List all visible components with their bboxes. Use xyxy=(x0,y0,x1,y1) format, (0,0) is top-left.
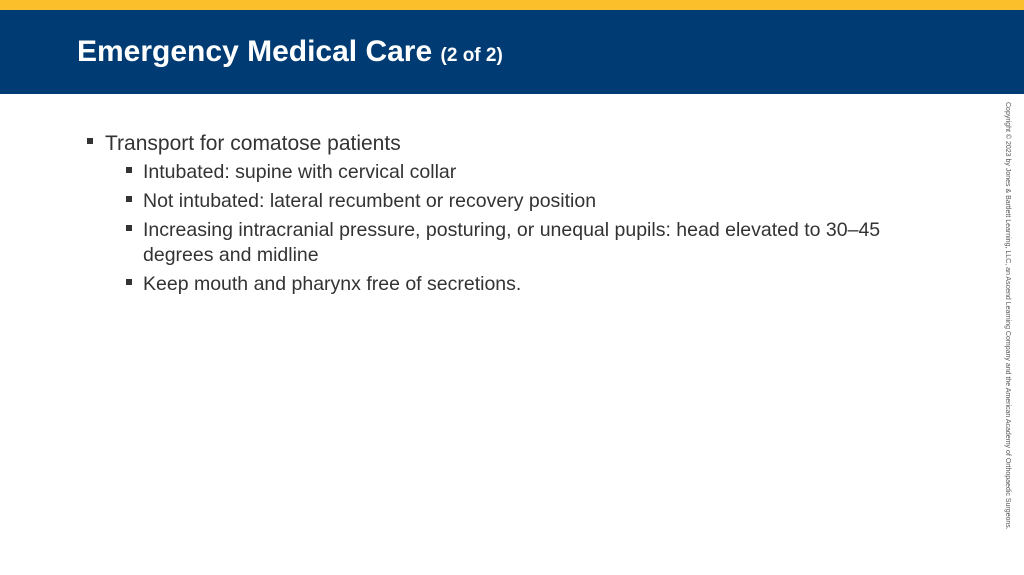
bullet-list xyxy=(86,130,946,301)
sub-bullet-list xyxy=(86,160,946,297)
slide-title-text: Emergency Medical Care xyxy=(77,35,433,68)
square-bullet-icon xyxy=(126,225,132,231)
square-bullet-icon xyxy=(126,279,132,285)
accent-strip xyxy=(0,0,1024,10)
sub-bullet-text: Not intubated: lateral recumbent or recovery position xyxy=(143,190,597,212)
list-item xyxy=(124,272,943,297)
list-item xyxy=(124,189,943,214)
sub-bullet-text: Intubated: supine with cervical collar xyxy=(143,161,457,183)
slide-title-part: (2 of 2) xyxy=(440,45,503,66)
main-bullet-text: Transport for comatose patients xyxy=(105,132,401,155)
sub-bullet-text: Increasing intracranial pressure, posturing, or unequal pupils: head elevated to 30–45 degrees and midline xyxy=(143,219,881,266)
list-item xyxy=(86,130,946,158)
square-bullet-icon xyxy=(126,167,132,173)
list-item xyxy=(124,160,943,185)
list-item xyxy=(124,218,943,268)
slide-title xyxy=(77,33,503,75)
copyright-notice: Copyright © 2023 by Jones & Bartlett Learning, LLC, an Ascend Learning Company and the American Academy of Orthopaedic Surgeons. xyxy=(1004,102,1011,530)
sub-bullet-text: Keep mouth and pharynx free of secretions. xyxy=(143,273,522,295)
square-bullet-icon xyxy=(87,138,93,144)
square-bullet-icon xyxy=(126,196,132,202)
